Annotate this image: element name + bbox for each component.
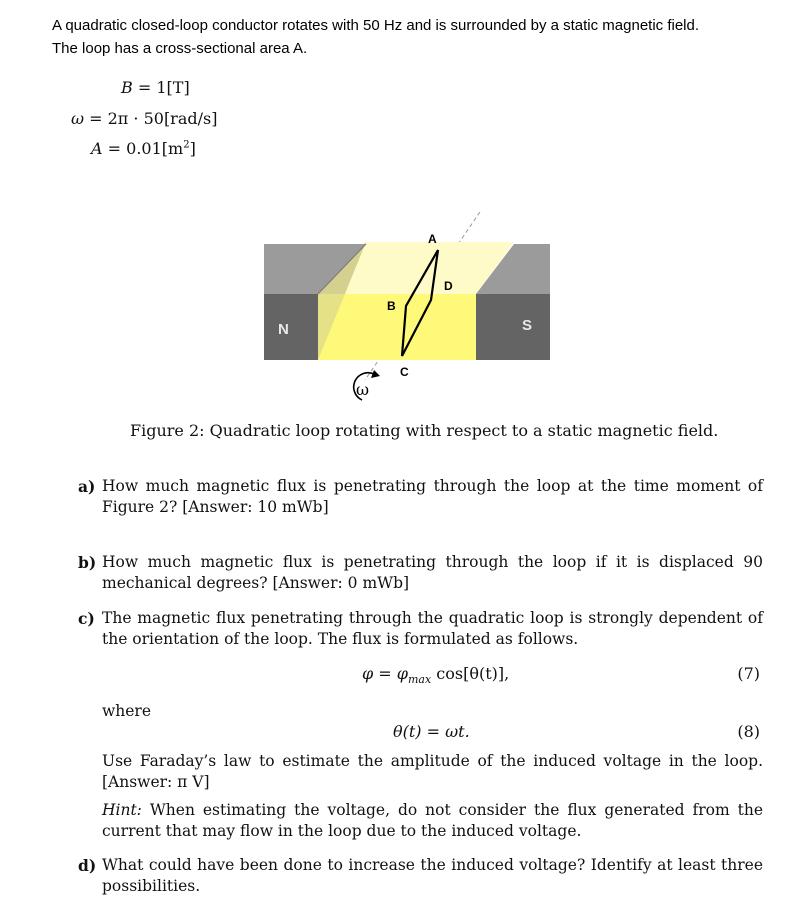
given-b-symbol: B: [121, 78, 133, 97]
label-s: S: [522, 317, 533, 334]
given-omega-symbol: ω: [71, 109, 85, 128]
question-c-text: The magnetic flux penetrating through the quadratic loop is strongly dependent of the orientation of the loop. The flux is formulated as follows.: [102, 609, 763, 648]
question-d-text: What could have been done to increase the induced voltage? Identify at least three possibilities.: [102, 856, 763, 895]
hint-paragraph: [78, 800, 763, 842]
equation-7-number: (7): [737, 664, 760, 683]
given-area-value: = 0.01[m: [102, 139, 184, 158]
given-b: [121, 78, 190, 97]
equation-8: [393, 722, 470, 741]
label-n: N: [278, 321, 289, 338]
intro-line-2: The loop has a cross-sectional area A.: [52, 40, 308, 57]
hint-block: [102, 800, 763, 842]
magnet-n-front: [264, 294, 318, 360]
intro-line-1: A quadratic closed-loop conductor rotates with 50 Hz and is surrounded by a static magnetic field.: [52, 17, 700, 34]
omega-symbol: ω: [356, 380, 370, 399]
question-b-text: How much magnetic flux is penetrating through the loop if it is displaced 90 mechanical degrees? [Answer: 0 mWb]: [102, 553, 763, 592]
label-c: C: [400, 365, 409, 379]
given-area-exponent: 2: [183, 139, 190, 151]
hint-label: Hint:: [102, 801, 142, 819]
given-omega-value: = 2π · 50[rad/s]: [84, 109, 218, 128]
given-b-value: = 1[T]: [132, 78, 190, 97]
question-a-text: How much magnetic flux is penetrating through the loop at the time moment of Figure 2? [Answer: 10 mWb]: [102, 477, 763, 516]
question-d-label: d): [78, 856, 97, 875]
label-a: A: [428, 232, 437, 246]
given-omega: [71, 109, 217, 128]
question-a-label: a): [78, 477, 96, 496]
question-b: [78, 552, 763, 594]
intro-text: [52, 14, 772, 60]
figure-caption: Figure 2: Quadratic loop rotating with respect to a static magnetic field.: [130, 421, 719, 440]
faraday-text: Use Faraday’s law to estimate the amplitude of the induced voltage in the loop.[Answer: π V]: [102, 752, 763, 791]
given-area-close: ]: [189, 139, 196, 158]
where-text: where: [102, 702, 152, 720]
equation-7-lhs: φ = φ: [362, 664, 408, 683]
faraday-paragraph: [78, 751, 763, 793]
hint-text: When estimating the voltage, do not consider the flux generated from the current that may flow in the loop due to the induced voltage.: [102, 801, 763, 840]
equation-7-rhs: cos[θ(t)],: [431, 664, 510, 683]
equation-8-number: (8): [737, 722, 760, 741]
question-a: [78, 476, 763, 518]
equation-7-subscript: max: [407, 673, 432, 687]
question-b-label: b): [78, 553, 97, 572]
label-d: D: [444, 279, 453, 293]
label-b: B: [387, 299, 396, 313]
given-area-symbol: A: [91, 139, 103, 158]
given-area: [91, 139, 196, 158]
magnet-s-front: [476, 294, 550, 360]
question-d: [78, 855, 763, 897]
equation-8-text: θ(t) = ωt.: [393, 722, 470, 741]
field-region-front: [318, 294, 476, 360]
magnet-loop-figure: [250, 210, 560, 410]
question-c: [78, 608, 763, 650]
question-c-label: c): [78, 609, 95, 628]
equation-7: [362, 664, 509, 686]
